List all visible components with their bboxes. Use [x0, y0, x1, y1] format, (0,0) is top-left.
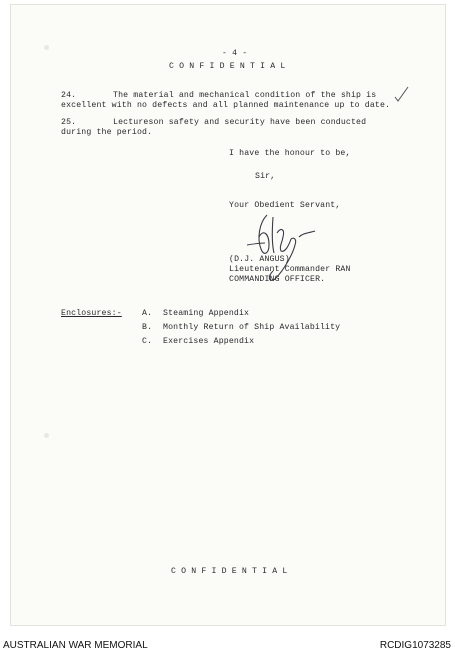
- signatory-name: (D.J. ANGUS): [229, 255, 290, 264]
- enclosure-b-text: Monthly Return of Ship Availability: [163, 323, 341, 332]
- para24-number: 24.: [61, 91, 77, 100]
- page-number: - 4 -: [222, 49, 248, 58]
- para24-line1: The material and mechanical condition of the ship is: [113, 91, 377, 100]
- archive-footer: [0, 636, 455, 654]
- para25-number: 25.: [61, 118, 77, 127]
- enclosure-a-text: Steaming Appendix: [163, 309, 250, 318]
- header-classification: C O N F I D E N T I A L: [169, 62, 286, 71]
- closing-line2: Sir,: [255, 172, 276, 181]
- para24-line2: excellent with no defects and all planned maintenance up to date.: [61, 101, 391, 110]
- closing-line3: Your Obedient Servant,: [229, 201, 341, 210]
- footer-classification: C O N F I D E N T I A L: [171, 567, 288, 576]
- punch-hole-icon: [44, 433, 49, 438]
- punch-hole-icon: [44, 45, 49, 50]
- closing-line1: I have the honour to be,: [229, 149, 351, 158]
- enclosure-c-letter: C.: [142, 337, 153, 346]
- archive-id: RCDIG1073285: [379, 640, 451, 651]
- check-mark-icon: [394, 85, 410, 103]
- document-page: [10, 4, 446, 626]
- para25-line1: Lectureson safety and security have been conducted: [113, 118, 367, 127]
- archive-name: AUSTRALIAN WAR MEMORIAL: [3, 640, 148, 651]
- signatory-rank: Lieutenant Commander RAN: [229, 265, 351, 274]
- enclosure-c-text: Exercises Appendix: [163, 337, 255, 346]
- enclosure-a-letter: A.: [142, 309, 153, 318]
- para25-line2: during the period.: [61, 128, 153, 137]
- signatory-title: COMMANDING OFFICER.: [229, 275, 326, 284]
- enclosure-b-letter: B.: [142, 323, 153, 332]
- enclosures-label: Enclosures:-: [61, 309, 122, 318]
